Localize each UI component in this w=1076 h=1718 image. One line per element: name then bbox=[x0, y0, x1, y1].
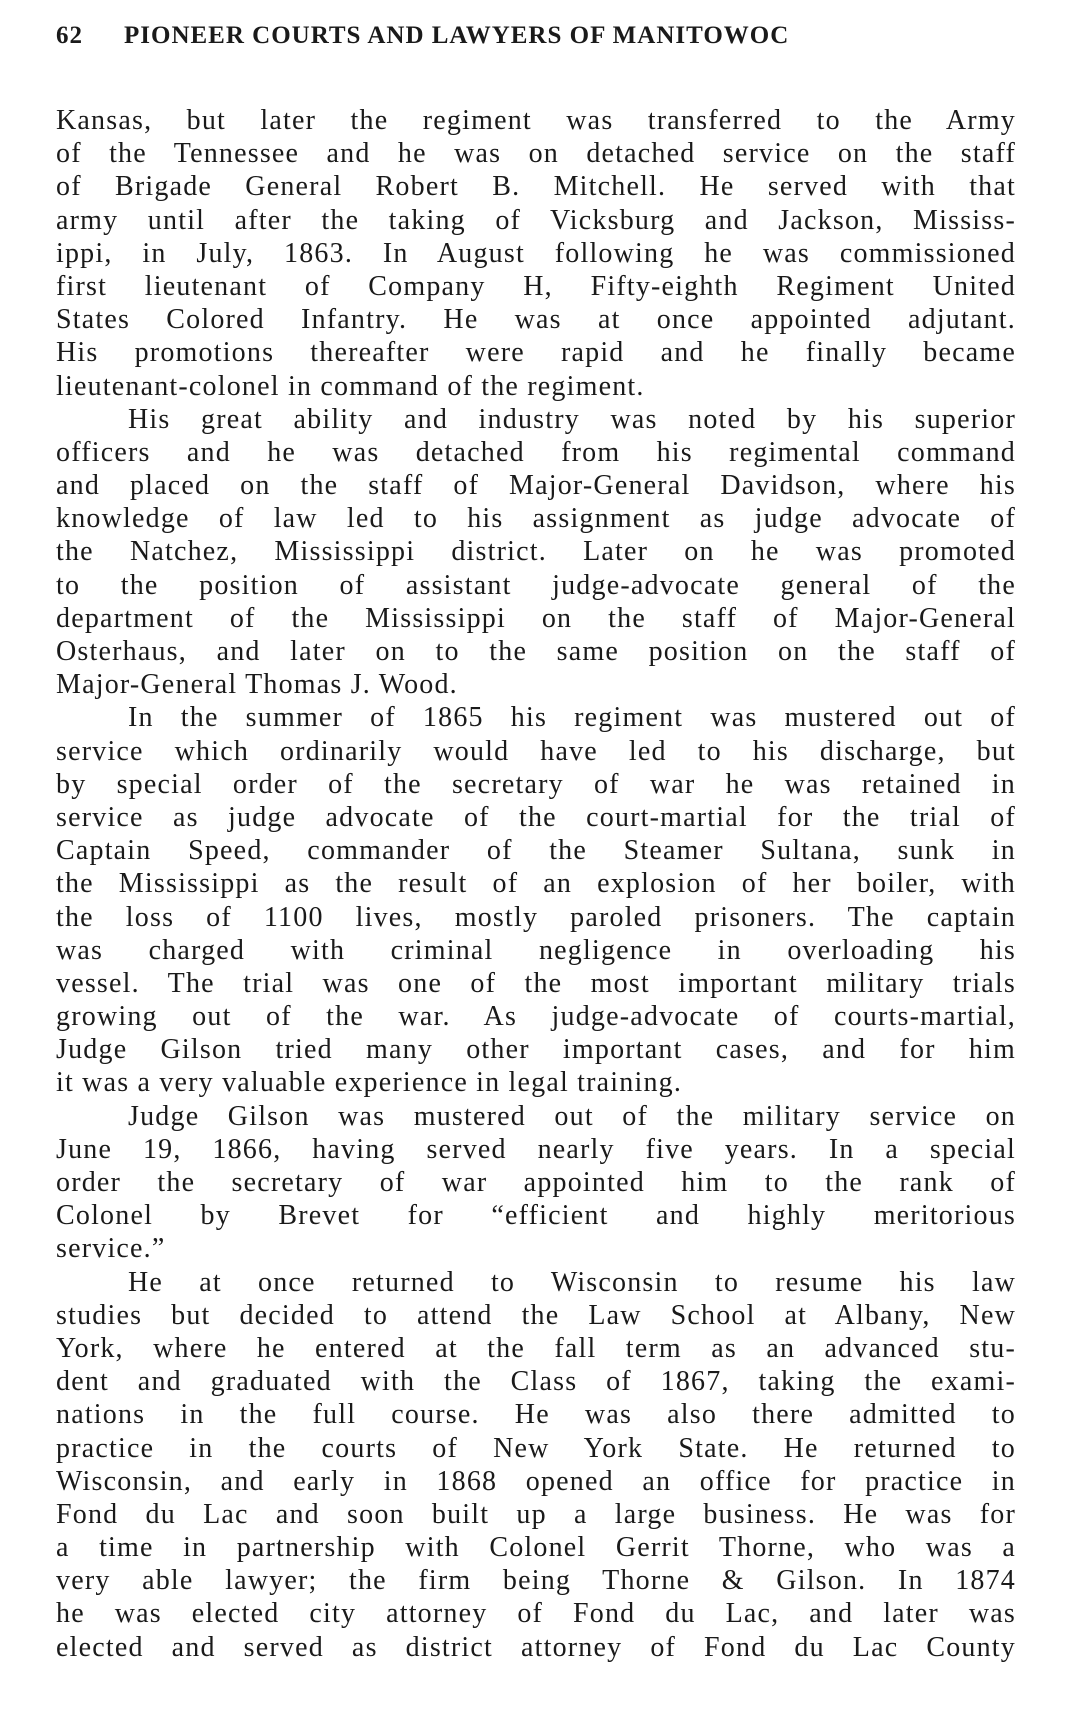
text-line: very able lawyer; the firm being Thorne & Gilson. In 1874 bbox=[56, 1565, 1016, 1597]
text-line: vessel. The trial was one of the most important military trials bbox=[56, 967, 1016, 999]
paragraph-end-line: it was a very valuable experience in legal training. bbox=[56, 1067, 683, 1099]
text-line: the Mississippi as the result of an explosion of her boiler, with bbox=[56, 868, 1016, 900]
text-line: and placed on the staff of Major-General Davidson, where his bbox=[56, 470, 1016, 502]
text-line: Kansas, but later the regiment was transferred to the Army bbox=[56, 105, 1016, 136]
text-line: of the Tennessee and he was on detached service on the staff bbox=[56, 138, 1016, 170]
text-line: dent and graduated with the Class of 1867, taking the exami- bbox=[56, 1366, 1016, 1398]
paragraph-end-line: service.” bbox=[56, 1233, 166, 1265]
text-line: the loss of 1100 lives, mostly paroled prisoners. The captain bbox=[56, 901, 1016, 933]
text-line: Osterhaus, and later on to the same position on the staff of bbox=[56, 636, 1016, 667]
text-line: the Natchez, Mississippi district. Later on he was promoted bbox=[56, 536, 1016, 568]
text-line: June 19, 1866, having served nearly five years. In a special bbox=[56, 1133, 1016, 1165]
text-line: he was elected city attorney of Fond du Lac, and later was bbox=[56, 1598, 1016, 1630]
text-line: Wisconsin, and early in 1868 opened an office for practice in bbox=[56, 1465, 1016, 1497]
paragraph-first-line: He at once returned to Wisconsin to resume his law bbox=[128, 1266, 1016, 1298]
text-line: knowledge of law led to his assignment as judge advocate of bbox=[56, 503, 1016, 535]
text-line: department of the Mississippi on the staff of Major-General bbox=[56, 602, 1016, 634]
paragraph-end-line: Major-General Thomas J. Wood. bbox=[56, 669, 458, 701]
text-line: studies but decided to attend the Law School at Albany, New bbox=[56, 1299, 1016, 1331]
text-line: elected and served as district attorney of Fond du Lac County bbox=[56, 1631, 1016, 1663]
text-line: States Colored Infantry. He was at once appointed adjutant. bbox=[56, 304, 1016, 336]
text-line: service which ordinarily would have led to his discharge, but bbox=[56, 735, 1016, 767]
text-line: Judge Gilson tried many other important cases, and for him bbox=[56, 1034, 1016, 1066]
paragraph-first-line: In the summer of 1865 his regiment was mustered out of bbox=[128, 702, 1016, 734]
text-line: by special order of the secretary of war he was retained in bbox=[56, 768, 1016, 800]
text-line: of Brigade General Robert B. Mitchell. He served with that bbox=[56, 171, 1016, 203]
paragraph-end-line: lieutenant-colonel in command of the regiment. bbox=[56, 370, 645, 402]
text-line: service as judge advocate of the court-martial for the trial of bbox=[56, 801, 1016, 833]
text-line: nations in the full course. He was also there admitted to bbox=[56, 1399, 1016, 1431]
text-line: Fond du Lac and soon built up a large business. He was for bbox=[56, 1498, 1016, 1530]
text-line: ippi, in July, 1863. In August following he was commissioned bbox=[56, 237, 1016, 269]
running-title: PIONEER COURTS AND LAWYERS OF MANITOWOC bbox=[124, 22, 790, 49]
text-line: to the position of assistant judge-advocate general of the bbox=[56, 569, 1016, 601]
text-line: Colonel by Brevet for “efficient and highly meritorious bbox=[56, 1200, 1016, 1232]
page-number: 62 bbox=[56, 22, 83, 49]
paragraph-first-line: Judge Gilson was mustered out of the military service on bbox=[128, 1100, 1016, 1132]
text-line: York, where he entered at the fall term as an advanced stu- bbox=[56, 1332, 1016, 1364]
text-line: growing out of the war. As judge-advocate of courts-martial, bbox=[56, 1001, 1016, 1033]
text-line: order the secretary of war appointed him to the rank of bbox=[56, 1167, 1016, 1198]
running-head bbox=[56, 22, 1016, 58]
body-text bbox=[56, 104, 1016, 1664]
text-line: practice in the courts of New York State. He returned to bbox=[56, 1432, 1016, 1464]
text-line: a time in partnership with Colonel Gerrit Thorne, who was a bbox=[56, 1532, 1016, 1564]
text-line: was charged with criminal negligence in overloading his bbox=[56, 934, 1016, 966]
paragraph-first-line: His great ability and industry was noted by his superior bbox=[128, 403, 1016, 435]
text-line: first lieutenant of Company H, Fifty-eighth Regiment United bbox=[56, 270, 1016, 302]
text-line: officers and he was detached from his regimental command bbox=[56, 436, 1016, 468]
text-line: Captain Speed, commander of the Steamer Sultana, sunk in bbox=[56, 835, 1016, 867]
text-line: His promotions thereafter were rapid and he finally became bbox=[56, 337, 1016, 369]
text-line: army until after the taking of Vicksburg and Jackson, Mississ- bbox=[56, 204, 1016, 236]
